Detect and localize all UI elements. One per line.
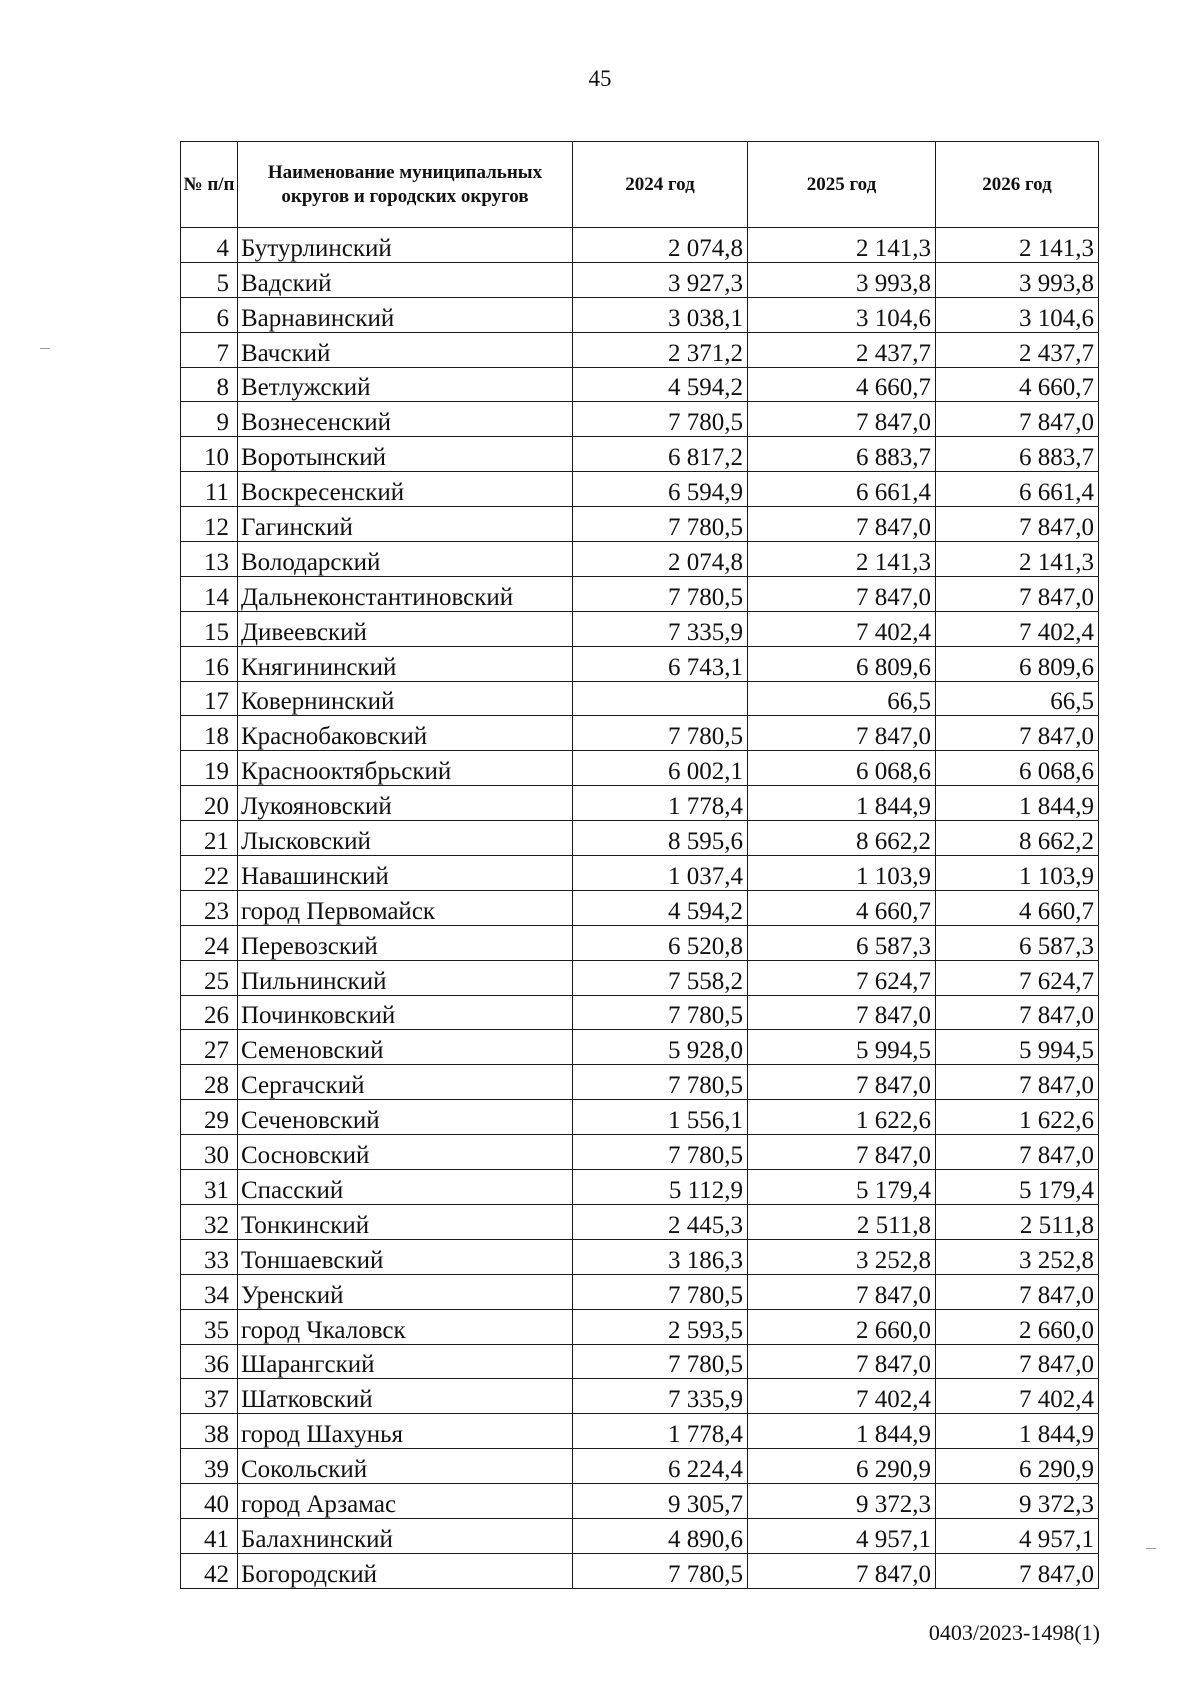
district-name: Шатковский	[238, 1379, 573, 1414]
row-number: 21	[181, 821, 238, 856]
table-row	[181, 437, 1099, 472]
table-row	[181, 1065, 1099, 1100]
value-2026: 7 847,0	[936, 1553, 1099, 1588]
value-2025: 3 252,8	[748, 1239, 936, 1274]
row-number: 29	[181, 1100, 238, 1135]
value-2026: 7 847,0	[936, 716, 1099, 751]
district-name: Уренский	[238, 1274, 573, 1309]
value-2025: 6 661,4	[748, 472, 936, 507]
row-number: 13	[181, 542, 238, 577]
value-2025: 7 847,0	[748, 1344, 936, 1379]
district-name: город Чкаловск	[238, 1309, 573, 1344]
value-2024: 2 593,5	[573, 1309, 748, 1344]
value-2024: 7 780,5	[573, 1065, 748, 1100]
district-name: Дальнеконстантиновский	[238, 576, 573, 611]
value-2024: 1 778,4	[573, 786, 748, 821]
value-2026: 7 624,7	[936, 960, 1099, 995]
value-2026: 2 511,8	[936, 1204, 1099, 1239]
row-number: 9	[181, 402, 238, 437]
value-2024: 1 778,4	[573, 1414, 748, 1449]
table-row	[181, 1135, 1099, 1170]
value-2025: 5 994,5	[748, 1030, 936, 1065]
value-2025: 1 844,9	[748, 786, 936, 821]
value-2024: 2 371,2	[573, 332, 748, 367]
value-2024: 5 928,0	[573, 1030, 748, 1065]
value-2024: 1 556,1	[573, 1100, 748, 1135]
value-2025: 6 883,7	[748, 437, 936, 472]
table-row	[181, 611, 1099, 646]
table-row	[181, 1100, 1099, 1135]
value-2026: 3 252,8	[936, 1239, 1099, 1274]
district-name: Тонкинский	[238, 1204, 573, 1239]
row-number: 35	[181, 1309, 238, 1344]
value-2024: 3 927,3	[573, 262, 748, 297]
value-2026: 6 068,6	[936, 751, 1099, 786]
value-2025: 7 402,4	[748, 1379, 936, 1414]
district-name: Вачский	[238, 332, 573, 367]
row-number: 10	[181, 437, 238, 472]
district-name: Пильнинский	[238, 960, 573, 995]
table-row	[181, 332, 1099, 367]
page-number: 45	[588, 66, 612, 91]
table-row	[181, 786, 1099, 821]
row-number: 12	[181, 507, 238, 542]
row-number: 31	[181, 1170, 238, 1205]
value-2026: 9 372,3	[936, 1484, 1099, 1519]
value-2025: 2 141,3	[748, 228, 936, 263]
header-2026: 2026 год	[936, 142, 1099, 228]
value-2025: 2 437,7	[748, 332, 936, 367]
table-row	[181, 681, 1099, 716]
row-number: 39	[181, 1449, 238, 1484]
value-2024: 7 780,5	[573, 402, 748, 437]
district-name: Сокольский	[238, 1449, 573, 1484]
row-number: 42	[181, 1553, 238, 1588]
value-2026: 6 883,7	[936, 437, 1099, 472]
row-number: 25	[181, 960, 238, 995]
row-number: 36	[181, 1344, 238, 1379]
table-header-row	[181, 142, 1099, 228]
row-number: 8	[181, 367, 238, 402]
district-name: город Арзамас	[238, 1484, 573, 1519]
row-number: 14	[181, 576, 238, 611]
district-name: Тоншаевский	[238, 1239, 573, 1274]
district-name: Сергачский	[238, 1065, 573, 1100]
value-2026: 1 844,9	[936, 1414, 1099, 1449]
row-number: 18	[181, 716, 238, 751]
margin-mark	[40, 348, 50, 349]
value-2025: 7 847,0	[748, 402, 936, 437]
value-2026: 2 141,3	[936, 228, 1099, 263]
value-2026: 4 957,1	[936, 1518, 1099, 1553]
row-number: 23	[181, 890, 238, 925]
value-2026: 5 179,4	[936, 1170, 1099, 1205]
value-2024: 7 780,5	[573, 576, 748, 611]
district-name: Сеченовский	[238, 1100, 573, 1135]
value-2026: 7 847,0	[936, 1065, 1099, 1100]
row-number: 37	[181, 1379, 238, 1414]
district-name: Шарангский	[238, 1344, 573, 1379]
value-2024: 3 186,3	[573, 1239, 748, 1274]
value-2026: 7 847,0	[936, 1274, 1099, 1309]
row-number: 4	[181, 228, 238, 263]
value-2024: 4 594,2	[573, 890, 748, 925]
value-2024: 6 520,8	[573, 925, 748, 960]
district-name: Воскресенский	[238, 472, 573, 507]
value-2024: 4 890,6	[573, 1518, 748, 1553]
value-2024: 7 335,9	[573, 611, 748, 646]
row-number: 11	[181, 472, 238, 507]
row-number: 34	[181, 1274, 238, 1309]
row-number: 7	[181, 332, 238, 367]
district-name: Бутурлинский	[238, 228, 573, 263]
value-2024: 7 780,5	[573, 1274, 748, 1309]
district-name: город Первомайск	[238, 890, 573, 925]
district-name: Семеновский	[238, 1030, 573, 1065]
value-2025: 7 847,0	[748, 1553, 936, 1588]
value-2025: 3 104,6	[748, 297, 936, 332]
value-2026: 1 844,9	[936, 786, 1099, 821]
district-name: Володарский	[238, 542, 573, 577]
table-row	[181, 925, 1099, 960]
value-2025: 3 993,8	[748, 262, 936, 297]
district-name: Спасский	[238, 1170, 573, 1205]
table-row	[181, 507, 1099, 542]
value-2026: 7 847,0	[936, 507, 1099, 542]
table-row	[181, 262, 1099, 297]
district-name: город Шахунья	[238, 1414, 573, 1449]
value-2024: 1 037,4	[573, 856, 748, 891]
row-number: 32	[181, 1204, 238, 1239]
margin-mark	[1146, 1548, 1156, 1549]
budget-table	[180, 141, 1099, 1589]
value-2025: 7 847,0	[748, 995, 936, 1030]
value-2024: 8 595,6	[573, 821, 748, 856]
district-name: Краснооктябрьский	[238, 751, 573, 786]
district-name: Ветлужский	[238, 367, 573, 402]
value-2025: 7 847,0	[748, 716, 936, 751]
value-2024: 6 743,1	[573, 646, 748, 681]
row-number: 28	[181, 1065, 238, 1100]
row-number: 41	[181, 1518, 238, 1553]
value-2025: 6 290,9	[748, 1449, 936, 1484]
value-2025: 4 660,7	[748, 367, 936, 402]
value-2024: 5 112,9	[573, 1170, 748, 1205]
row-number: 30	[181, 1135, 238, 1170]
table-row	[181, 890, 1099, 925]
row-number: 16	[181, 646, 238, 681]
district-name: Дивеевский	[238, 611, 573, 646]
value-2026: 2 437,7	[936, 332, 1099, 367]
table-row	[181, 751, 1099, 786]
table-row	[181, 1170, 1099, 1205]
table-row	[181, 228, 1099, 263]
row-number: 27	[181, 1030, 238, 1065]
value-2025: 2 511,8	[748, 1204, 936, 1239]
row-number: 24	[181, 925, 238, 960]
value-2026: 6 587,3	[936, 925, 1099, 960]
value-2024: 7 558,2	[573, 960, 748, 995]
value-2025: 7 847,0	[748, 1274, 936, 1309]
table-row	[181, 1344, 1099, 1379]
value-2026: 7 847,0	[936, 1135, 1099, 1170]
value-2025: 1 103,9	[748, 856, 936, 891]
table-row	[181, 402, 1099, 437]
table-row	[181, 472, 1099, 507]
value-2026: 2 660,0	[936, 1309, 1099, 1344]
value-2024: 9 305,7	[573, 1484, 748, 1519]
value-2025: 5 179,4	[748, 1170, 936, 1205]
value-2024: 6 817,2	[573, 437, 748, 472]
value-2024: 6 594,9	[573, 472, 748, 507]
table-row	[181, 1030, 1099, 1065]
value-2026: 6 661,4	[936, 472, 1099, 507]
value-2024: 2 074,8	[573, 228, 748, 263]
row-number: 17	[181, 681, 238, 716]
row-number: 6	[181, 297, 238, 332]
table-row	[181, 960, 1099, 995]
table-row	[181, 1274, 1099, 1309]
row-number: 20	[181, 786, 238, 821]
value-2026: 8 662,2	[936, 821, 1099, 856]
value-2026: 6 809,6	[936, 646, 1099, 681]
table-row	[181, 297, 1099, 332]
value-2024: 7 780,5	[573, 507, 748, 542]
district-name: Княгининский	[238, 646, 573, 681]
table-row	[181, 1518, 1099, 1553]
row-number: 33	[181, 1239, 238, 1274]
value-2025: 2 660,0	[748, 1309, 936, 1344]
table-row	[181, 1204, 1099, 1239]
value-2026: 7 847,0	[936, 576, 1099, 611]
table-row	[181, 995, 1099, 1030]
value-2026: 5 994,5	[936, 1030, 1099, 1065]
value-2024: 7 780,5	[573, 716, 748, 751]
value-2026: 4 660,7	[936, 367, 1099, 402]
row-number: 19	[181, 751, 238, 786]
value-2025: 6 809,6	[748, 646, 936, 681]
value-2026: 7 402,4	[936, 611, 1099, 646]
district-name: Ковернинский	[238, 681, 573, 716]
value-2025: 6 068,6	[748, 751, 936, 786]
header-2025: 2025 год	[748, 142, 936, 228]
district-name: Воротынский	[238, 437, 573, 472]
row-number: 22	[181, 856, 238, 891]
row-number: 15	[181, 611, 238, 646]
value-2025: 2 141,3	[748, 542, 936, 577]
header-2024: 2024 год	[573, 142, 748, 228]
value-2024: 4 594,2	[573, 367, 748, 402]
value-2026: 3 104,6	[936, 297, 1099, 332]
value-2026: 7 847,0	[936, 1344, 1099, 1379]
value-2025: 7 847,0	[748, 507, 936, 542]
value-2025: 1 622,6	[748, 1100, 936, 1135]
district-name: Перевозский	[238, 925, 573, 960]
value-2025: 4 957,1	[748, 1518, 936, 1553]
value-2024: 7 780,5	[573, 1344, 748, 1379]
value-2024	[573, 681, 748, 716]
district-name: Вознесенский	[238, 402, 573, 437]
district-name: Богородский	[238, 1553, 573, 1588]
value-2024: 2 445,3	[573, 1204, 748, 1239]
row-number: 38	[181, 1414, 238, 1449]
table-row	[181, 1414, 1099, 1449]
table-row	[181, 1484, 1099, 1519]
district-name: Варнавинский	[238, 297, 573, 332]
row-number: 40	[181, 1484, 238, 1519]
district-name: Гагинский	[238, 507, 573, 542]
value-2025: 7 847,0	[748, 1135, 936, 1170]
value-2024: 7 335,9	[573, 1379, 748, 1414]
value-2024: 3 038,1	[573, 297, 748, 332]
value-2025: 8 662,2	[748, 821, 936, 856]
table-row	[181, 576, 1099, 611]
district-name: Балахнинский	[238, 1518, 573, 1553]
row-number: 26	[181, 995, 238, 1030]
value-2026: 7 402,4	[936, 1379, 1099, 1414]
value-2025: 7 624,7	[748, 960, 936, 995]
table-row	[181, 1449, 1099, 1484]
value-2025: 4 660,7	[748, 890, 936, 925]
value-2026: 7 847,0	[936, 995, 1099, 1030]
document-code: 0403/2023-1498(1)	[928, 1620, 1100, 1645]
value-2026: 66,5	[936, 681, 1099, 716]
table-row	[181, 856, 1099, 891]
district-name: Лысковский	[238, 821, 573, 856]
district-name: Краснобаковский	[238, 716, 573, 751]
value-2025: 7 847,0	[748, 1065, 936, 1100]
table-row	[181, 646, 1099, 681]
table-row	[181, 542, 1099, 577]
table-body	[181, 228, 1099, 1589]
table-row	[181, 1239, 1099, 1274]
value-2024: 2 074,8	[573, 542, 748, 577]
table-row	[181, 716, 1099, 751]
district-name: Починковский	[238, 995, 573, 1030]
header-name: Наименование муниципальных округов и городских округов	[238, 142, 573, 228]
table-row	[181, 1309, 1099, 1344]
row-number: 5	[181, 262, 238, 297]
value-2026: 4 660,7	[936, 890, 1099, 925]
value-2026: 3 993,8	[936, 262, 1099, 297]
value-2025: 7 847,0	[748, 576, 936, 611]
table-row	[181, 367, 1099, 402]
header-num: № п/п	[181, 142, 238, 228]
value-2025: 6 587,3	[748, 925, 936, 960]
value-2026: 1 622,6	[936, 1100, 1099, 1135]
value-2024: 6 002,1	[573, 751, 748, 786]
value-2026: 2 141,3	[936, 542, 1099, 577]
district-name: Лукояновский	[238, 786, 573, 821]
value-2025: 1 844,9	[748, 1414, 936, 1449]
district-name: Навашинский	[238, 856, 573, 891]
district-name: Сосновский	[238, 1135, 573, 1170]
value-2024: 7 780,5	[573, 1135, 748, 1170]
value-2024: 7 780,5	[573, 995, 748, 1030]
table-row	[181, 1553, 1099, 1588]
value-2025: 66,5	[748, 681, 936, 716]
value-2026: 7 847,0	[936, 402, 1099, 437]
value-2026: 6 290,9	[936, 1449, 1099, 1484]
table-row	[181, 1379, 1099, 1414]
district-name: Вадский	[238, 262, 573, 297]
table-row	[181, 821, 1099, 856]
value-2025: 9 372,3	[748, 1484, 936, 1519]
value-2024: 6 224,4	[573, 1449, 748, 1484]
value-2026: 1 103,9	[936, 856, 1099, 891]
value-2025: 7 402,4	[748, 611, 936, 646]
value-2024: 7 780,5	[573, 1553, 748, 1588]
